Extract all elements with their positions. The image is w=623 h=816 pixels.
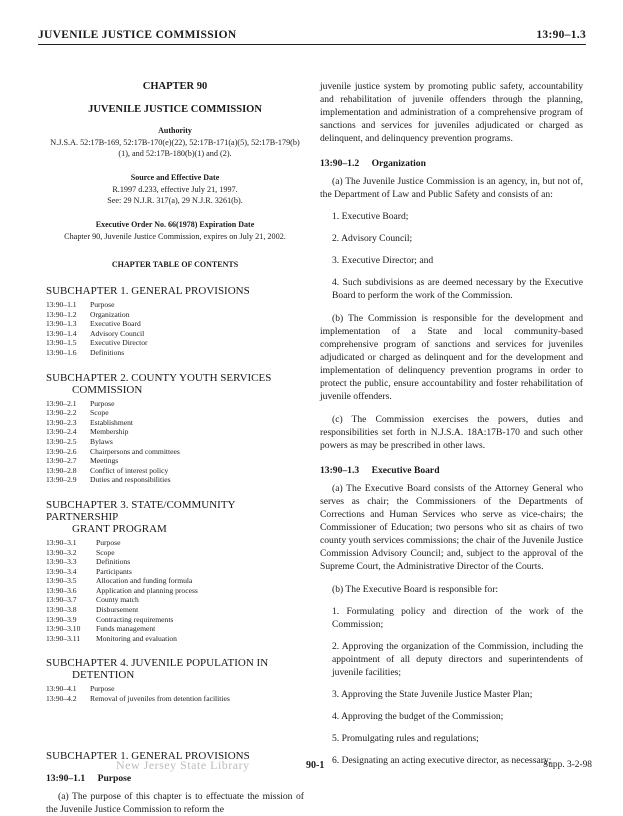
toc-section-number: 13:90–3.4 — [46, 566, 77, 576]
table-of-contents — [46, 285, 304, 704]
running-header — [38, 29, 586, 43]
toc-section-title: Scope — [90, 408, 109, 418]
toc-row — [46, 437, 180, 447]
section-number: 13:90–1.2 — [320, 158, 360, 169]
toc-row — [46, 615, 198, 625]
toc-section-title: Removal of juveniles from detention facilities — [90, 694, 230, 704]
exec-order-heading: Executive Order No. 66(1978) Expiration Date — [95, 220, 255, 229]
toc-section-title: Scope — [96, 547, 115, 557]
toc-subchapter-title-cont: DETENTION — [72, 669, 135, 682]
toc-section-number: 13:90–1.1 — [46, 300, 77, 309]
toc-section-number: 13:90–2.3 — [46, 417, 77, 427]
list-item: 1. Executive Board; — [332, 211, 409, 222]
toc-section-number: 13:90–1.3 — [46, 319, 77, 329]
toc-row — [46, 694, 230, 704]
list-item: 3. Approving the State Juvenile Justice Master Plan; — [332, 689, 533, 700]
toc-subchapter-heading — [46, 499, 304, 535]
toc-row — [46, 538, 198, 548]
section-1-3-para-b: (b) The Executive Board is responsible for: — [332, 584, 499, 595]
list-item: 3. Executive Director; and — [332, 255, 434, 266]
toc-row — [46, 418, 180, 428]
left-column — [46, 80, 304, 816]
toc-section-number: 13:90–4.2 — [46, 694, 77, 704]
header-section-number: 13:90–1.3 — [536, 29, 586, 41]
toc-section-title: Definitions — [96, 557, 131, 567]
authority-heading: Authority — [158, 126, 192, 135]
toc-section-number: 13:90–3.10 — [46, 624, 81, 634]
toc-row — [46, 300, 148, 310]
toc-row — [46, 408, 180, 418]
toc-subchapter-heading — [46, 285, 304, 297]
toc-section-number: 13:90–2.1 — [46, 398, 77, 408]
toc-row — [46, 576, 198, 586]
exec-order-text: Chapter 90, Juvenile Justice Commission, expires on July 21, 2002. — [64, 232, 286, 241]
header-title: JUVENILE JUSTICE COMMISSION — [38, 29, 237, 41]
list-item: 2. Approving the organization of the Commission, including the appointment of all deputy directors and superintendents of juvenile facilities; — [332, 641, 583, 678]
section-number: 13:90–1.3 — [320, 465, 360, 476]
toc-section-title: Purpose — [96, 537, 121, 547]
toc-section-number: 13:90–2.4 — [46, 427, 77, 437]
toc-section-number: 13:90–3.6 — [46, 585, 77, 595]
toc-section-title: Bylaws — [90, 436, 113, 446]
toc-section-number: 13:90–2.2 — [46, 408, 77, 418]
chapter-number: CHAPTER 90 — [142, 81, 208, 92]
toc-section-number: 13:90–3.8 — [46, 605, 77, 615]
list-item: 4. Such subdivisions as are deemed necessary by the Executive Board to perform the work of the Commission. — [332, 277, 583, 301]
authority-text: N.J.S.A. 52:17B-169, 52:17B-170(e)(22), 52:17B-171(a)(5), 52:17B-179(b)(1), and 52:17B-180(b)(1) and (2). — [50, 138, 300, 158]
toc-heading: CHAPTER TABLE OF CONTENTS — [111, 260, 239, 269]
toc-row — [46, 447, 180, 457]
toc-row — [46, 456, 180, 466]
toc-section-number: 13:90–1.6 — [46, 347, 77, 357]
list-item: 6. Designating an acting executive director, as necessary; — [332, 755, 552, 766]
subchapter-1-heading: SUBCHAPTER 1. GENERAL PROVISIONS — [46, 749, 250, 762]
right-column — [320, 80, 583, 767]
toc-section-title: Allocation and funding formula — [96, 576, 193, 586]
toc-row — [46, 548, 198, 558]
section-1-2-para-c: (c) The Commission exercises the powers, duties and responsibilities set forth in N.J.S.A. 18A:17B-170 and such other powers as may be prescribed in other laws. — [320, 414, 583, 451]
source-heading: Source and Effective Date — [130, 173, 220, 182]
toc-row — [46, 624, 198, 634]
toc-section-title: Purpose — [90, 300, 115, 309]
toc-row — [46, 348, 148, 358]
toc-section-number: 13:90–1.5 — [46, 338, 77, 348]
toc-section-list — [46, 300, 148, 358]
source-text-1: R.1997 d.233, effective July 21, 1997. — [112, 185, 238, 194]
toc-row — [46, 634, 198, 644]
toc-section-number: 13:90–3.5 — [46, 576, 77, 586]
section-1-3-heading — [320, 464, 583, 477]
list-item: 4. Approving the budget of the Commission; — [332, 711, 504, 722]
toc-subchapter-title: SUBCHAPTER 1. GENERAL PROVISIONS — [46, 285, 250, 297]
toc-section-title: Meetings — [90, 456, 119, 466]
toc-section-title: Membership — [90, 427, 129, 437]
section-title: Purpose — [97, 772, 132, 784]
toc-section-list — [46, 684, 230, 703]
toc-row — [46, 310, 148, 320]
toc-row — [46, 466, 180, 476]
toc-section-number: 13:90–3.11 — [46, 633, 81, 643]
toc-section-number: 13:90–3.7 — [46, 595, 77, 605]
toc-row — [46, 329, 148, 339]
toc-section-title: Contracting requirements — [96, 614, 174, 624]
toc-row — [46, 427, 180, 437]
toc-subchapter-title-cont: GRANT PROGRAM — [72, 522, 167, 535]
toc-section-title: Executive Director — [90, 338, 148, 348]
section-1-1-continuation: juvenile justice system by promoting public safety, accountability and rehabilitation of juvenile offenders through the planning, implementation and administration of a comprehensive program of sanctions and services for juveniles adjudicated or charged as delinquent, and delinquency prevention programs. — [320, 81, 583, 144]
toc-section-title: Organization — [90, 309, 130, 319]
toc-subchapter-title: SUBCHAPTER 3. STATE/COMMUNITY PARTNERSHIP — [46, 498, 236, 523]
toc-section-number: 13:90–2.6 — [46, 446, 77, 456]
toc-section-title: Definitions — [90, 347, 125, 357]
toc-section-number: 13:90–3.2 — [46, 547, 77, 557]
list-item: 5. Promulgating rules and regulations; — [332, 733, 479, 744]
section-number: 13:90–1.1 — [46, 772, 86, 784]
section-title: Executive Board — [371, 465, 440, 476]
toc-subchapter-title: SUBCHAPTER 4. JUVENILE POPULATION IN — [46, 657, 269, 670]
toc-row — [46, 475, 180, 485]
toc-subchapter-title-cont: COMMISSION — [72, 383, 143, 396]
toc-section-title: County match — [96, 595, 139, 605]
toc-section-list — [46, 538, 198, 644]
toc-row — [46, 567, 198, 577]
toc-section-title: Conflict of interest policy — [90, 465, 169, 475]
list-item: 1. Formulating policy and direction of the work of the Commission; — [332, 606, 583, 630]
toc-subchapter-title: SUBCHAPTER 2. COUNTY YOUTH SERVICES — [46, 371, 272, 384]
toc-section-title: Executive Board — [90, 319, 141, 329]
toc-section-title: Purpose — [90, 684, 115, 694]
toc-section-title: Application and planning process — [96, 585, 198, 595]
toc-section-title: Chairpersons and committees — [90, 446, 180, 456]
library-watermark: New Jersey State Library — [116, 758, 250, 772]
toc-section-number: 13:90–2.5 — [46, 436, 77, 446]
section-1-1-heading — [46, 772, 304, 785]
toc-section-number: 13:90–2.8 — [46, 465, 77, 475]
toc-section-title: Monitoring and evaluation — [96, 633, 177, 643]
section-1-2-heading — [320, 157, 583, 170]
toc-section-title: Funds management — [96, 624, 156, 634]
toc-section-title: Disbursement — [96, 605, 139, 615]
toc-section-number: 13:90–1.2 — [46, 309, 77, 319]
toc-section-number: 13:90–4.1 — [46, 684, 77, 694]
toc-section-title: Advisory Council — [90, 328, 145, 338]
toc-row — [46, 684, 230, 694]
header-rule — [38, 44, 586, 45]
toc-section-title: Purpose — [90, 398, 115, 408]
section-1-3-para-a: (a) The Executive Board consists of the Attorney General who serves as chair; the Commissioners of the Departments of Corrections and Human Services who serve as vice-chairs; the Commissioner of Education; two persons who sit as chairs of two county youth services commissions; the chair of the Juvenile Justice Commission Advisory Council; and, subject to the approval of the Supreme Court, the Administrative Director of the Courts. — [320, 483, 583, 572]
toc-row — [46, 557, 198, 567]
toc-section-number: 13:90–1.4 — [46, 328, 77, 338]
toc-row — [46, 319, 148, 329]
section-1-2-para-a: (a) The Juvenile Justice Commission is an agency, in, but not of, the Department of Law and Public Safety and consists of an: — [320, 176, 583, 200]
toc-subchapter-heading — [46, 372, 304, 396]
chapter-title: JUVENILE JUSTICE COMMISSION — [88, 104, 262, 115]
toc-section-number: 13:90–3.9 — [46, 614, 77, 624]
section-1-2-para-b: (b) The Commission is responsible for the development and implementation of a State and local community-based comprehensive program of sanctions and services for juveniles adjudicated or charged as delinquent and for the development and implementation of delinquency prevention programs in order to protect the public, ensure accountability and foster rehabilitation of juvenile offenders. — [320, 313, 583, 402]
list-item: 2. Advisory Council; — [332, 233, 413, 244]
toc-section-number: 13:90–3.1 — [46, 537, 77, 547]
section-1-1-para-a: (a) The purpose of this chapter is to effectuate the mission of the Juvenile Justice Commission to reform the — [46, 790, 304, 815]
toc-row — [46, 399, 180, 409]
toc-row — [46, 338, 148, 348]
toc-section-number: 13:90–3.3 — [46, 557, 77, 567]
supplement-date: Supp. 3-2-98 — [543, 760, 592, 770]
page-number: 90-1 — [306, 760, 325, 771]
source-text-2: See: 29 N.J.R. 317(a), 29 N.J.R. 3261(b). — [107, 196, 243, 205]
toc-section-title: Participants — [96, 566, 132, 576]
toc-row — [46, 595, 198, 605]
toc-section-list — [46, 399, 180, 485]
toc-row — [46, 586, 198, 596]
toc-subchapter-heading — [46, 657, 304, 681]
toc-section-number: 13:90–2.7 — [46, 456, 77, 466]
toc-section-title: Establishment — [90, 417, 134, 427]
section-title: Organization — [371, 158, 426, 169]
toc-section-title: Duties and responsibilities — [90, 475, 171, 485]
toc-row — [46, 605, 198, 615]
toc-section-number: 13:90–2.9 — [46, 475, 77, 485]
